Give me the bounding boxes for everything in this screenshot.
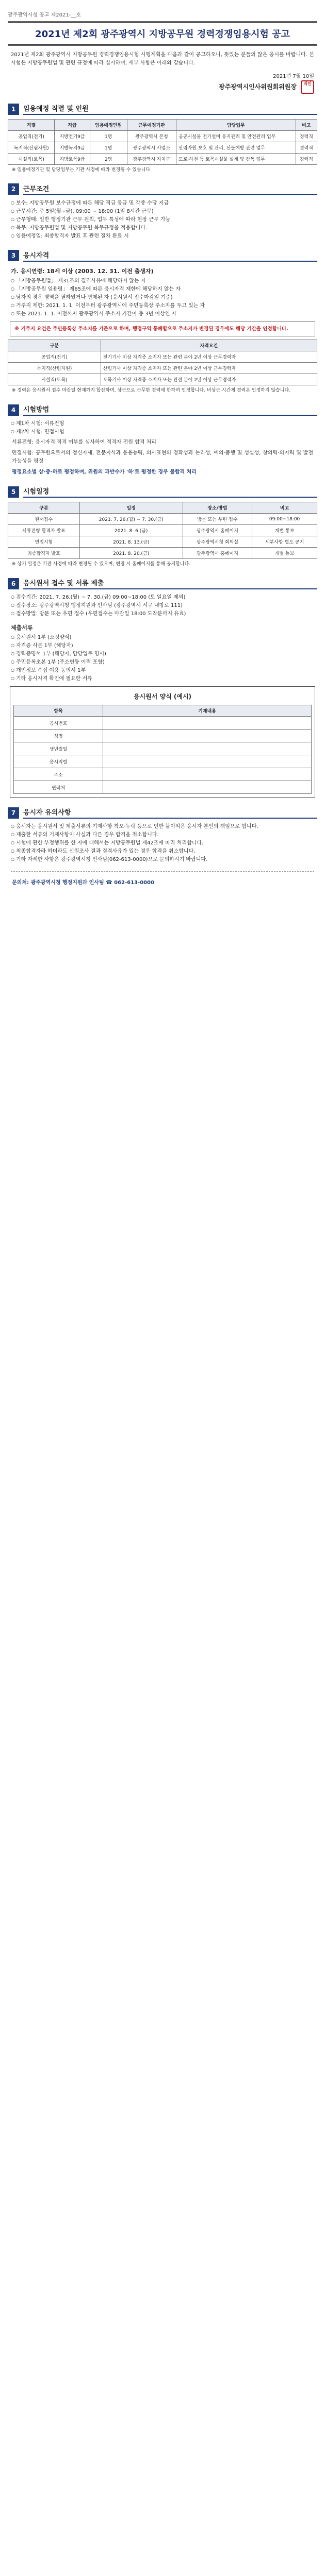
form-label: 응시번호 bbox=[14, 717, 103, 730]
notice-number: 광주광역시청 공고 제2021-__호 bbox=[8, 12, 82, 18]
table-row bbox=[8, 374, 317, 385]
recruit-note: ※ 임용예정기관 및 담당업무는 기관 사정에 따라 변경될 수 있습니다. bbox=[12, 167, 152, 173]
list-item: ○ 접수기간: 2021. 7. 26.(월) ~ 7. 30.(금) 09:00~18:00 (토·일요일 제외) bbox=[11, 594, 314, 602]
docs-list bbox=[11, 634, 314, 683]
list-item: ○ 「지방공무원 임용령」 제65조에 따른 응시자격 제한에 해당하지 않는 자 bbox=[11, 285, 314, 294]
table-row bbox=[14, 717, 312, 730]
table-row bbox=[8, 142, 317, 154]
section-number: 7 bbox=[8, 807, 19, 819]
list-item: ○ 제2차 시험: 면접시험 bbox=[11, 428, 314, 436]
table-cell: 도로·하천 등 토목시설물 설계 및 감독 업무 bbox=[176, 154, 296, 165]
list-item: ○ 접수장소: 광주광역시청 행정지원과 인사팀 (광주광역시 서구 내방로 111) bbox=[11, 602, 314, 610]
table-cell: 방문 또는 우편 접수 bbox=[183, 514, 252, 525]
list-item: ○ 「지방공무원법」 제31조의 결격사유에 해당하지 않는 자 bbox=[11, 277, 314, 285]
section-recruit bbox=[8, 103, 317, 115]
page bbox=[8, 0, 317, 910]
section-application bbox=[8, 578, 317, 589]
table-cell: 공공시설물 전기설비 유지관리 및 안전관리 업무 bbox=[176, 131, 296, 142]
table-cell: 09:00~18:00 bbox=[252, 514, 317, 525]
form-value bbox=[103, 781, 312, 794]
residence-warning: ※ 거주지 요건은 주민등록상 주소지를 기준으로 하며, 행정구역 통폐합으로 주소지가 변경된 경우에도 해당 기간을 인정합니다. bbox=[10, 321, 315, 336]
table-cell: 1명 bbox=[90, 131, 127, 142]
table-cell: 녹지직(산림자원) bbox=[8, 142, 55, 154]
table-row bbox=[14, 768, 312, 781]
section-number: 5 bbox=[8, 486, 19, 498]
table-row bbox=[14, 781, 312, 794]
issuing-org bbox=[11, 80, 314, 94]
list-item: ○ 응시자는 응시원서 및 제출서류의 기재사항 착오·누락 등으로 인한 불이익은 응시자 본인의 책임으로 합니다. bbox=[11, 823, 314, 831]
list-item: ○ 응시원서 1부 (소정양식) bbox=[11, 634, 314, 642]
form-label: 연락처 bbox=[14, 781, 103, 794]
section-title: 근무조건 bbox=[23, 183, 317, 195]
table-cell: 2021. 8. 20.(금) bbox=[79, 548, 183, 559]
list-item: ○ 제1차 시험: 서류전형 bbox=[11, 420, 314, 428]
table-header: 담당업무 bbox=[176, 120, 296, 131]
table-header: 비고 bbox=[252, 502, 317, 514]
form-value bbox=[103, 717, 312, 730]
list-item: ○ 임용예정일: 최종합격자 발표 후 관련 절차 완료 시 bbox=[11, 232, 314, 241]
table-cell: 토목기사 이상 자격증 소지자 또는 관련 분야 2년 이상 근무경력자 bbox=[101, 374, 317, 385]
form-label: 주소 bbox=[14, 768, 103, 781]
section-number: 3 bbox=[8, 250, 19, 261]
list-item: ○ 주민등록초본 1부 (주소변동 이력 포함) bbox=[11, 658, 314, 667]
table-header: 근무예정기관 bbox=[127, 120, 176, 131]
table-cell: 광주광역시 홈페이지 bbox=[183, 548, 252, 559]
form-label: 응시직렬 bbox=[14, 755, 103, 768]
section-number: 6 bbox=[8, 578, 19, 589]
qualification-list bbox=[11, 277, 314, 318]
table-row bbox=[8, 525, 317, 536]
table-cell: 전기기사 이상 자격증 소지자 또는 관련 분야 2년 이상 근무경력자 bbox=[101, 351, 317, 363]
table-cell: 원서접수 bbox=[8, 514, 80, 525]
table-row bbox=[8, 548, 317, 559]
section-exam-method bbox=[8, 404, 317, 416]
table-cell: 경력직 bbox=[296, 131, 317, 142]
section-number: 1 bbox=[8, 104, 19, 115]
recruit-table bbox=[8, 119, 317, 165]
table-cell: 지방전기9급 bbox=[55, 131, 90, 142]
list-item: ○ 개인정보 수집·이용 동의서 1부 bbox=[11, 667, 314, 675]
table-header: 직급 bbox=[55, 120, 90, 131]
list-item: ○ 자격증 사본 1부 (해당자) bbox=[11, 642, 314, 650]
section-title: 시험일정 bbox=[23, 486, 317, 498]
section-schedule bbox=[8, 486, 317, 498]
list-item: ○ 기타 응시자격 확인에 필요한 서류 bbox=[11, 675, 314, 683]
interview-desc: 면접시험: 공무원으로서의 정신자세, 전문지식과 응용능력, 의사표현의 정확성과 논리성, 예의·품행 및 성실성, 창의력·의지력 및 발전가능성을 평정 bbox=[12, 450, 313, 465]
table-cell: 개별 통보 bbox=[252, 525, 317, 536]
section-qualification bbox=[8, 250, 317, 262]
list-item: ○ 제출한 서류의 기재사항이 사실과 다른 경우 합격을 취소합니다. bbox=[11, 831, 314, 839]
table-cell: 개별 통보 bbox=[252, 548, 317, 559]
section-number: 2 bbox=[8, 183, 19, 195]
career-note: ※ 경력은 응시원서 접수 마감일 현재까지 합산하며, 상근으로 근무한 경력에 한하여 인정합니다. 비상근·시간제 경력은 인정하지 않습니다. bbox=[12, 388, 291, 394]
contact-info: 문의처: 광주광역시청 행정지원과 인사팀 ☎ 062-613-0000 bbox=[12, 880, 154, 886]
table-header: 자격요건 bbox=[101, 340, 317, 351]
form-value bbox=[103, 755, 312, 768]
table-header: 항목 bbox=[14, 705, 103, 717]
table-cell: 공업직(전기) bbox=[8, 131, 55, 142]
table-cell: 2명 bbox=[90, 154, 127, 165]
qualification-age: 가. 응시연령: 18세 이상 (2003. 12. 31. 이전 출생자) bbox=[11, 267, 154, 275]
grading-rule: 평정요소별 상·중·하로 평정하며, 위원의 과반수가 '하'로 평정한 경우 불합격 처리 bbox=[12, 469, 197, 475]
table-header: 임용예정인원 bbox=[90, 120, 127, 131]
section-work-conditions bbox=[8, 183, 317, 195]
table-cell: 광주광역시 홈페이지 bbox=[183, 525, 252, 536]
table-header: 장소/방법 bbox=[183, 502, 252, 514]
page-title: 2021년 제2회 광주광역시 지방공무원 경력경쟁임용시험 공고 bbox=[8, 21, 317, 46]
list-item: ○ 또는 2021. 1. 1. 이전까지 광주광역시 주소지 기간이 총 3년 이상인 자 bbox=[11, 310, 314, 318]
table-cell: 지방토목9급 bbox=[55, 154, 90, 165]
table-cell: 경력직 bbox=[296, 142, 317, 154]
form-table bbox=[13, 705, 312, 794]
table-cell: 2021. 8. 13.(금) bbox=[79, 536, 183, 548]
table-cell: 광주광역시 사업소 bbox=[127, 142, 176, 154]
table-cell: 광주광역시 본청 bbox=[127, 131, 176, 142]
work-conditions-list bbox=[11, 199, 314, 241]
table-cell: 면접시험 bbox=[8, 536, 80, 548]
section-title: 시험방법 bbox=[23, 404, 317, 416]
cautions-list bbox=[11, 823, 314, 864]
table-row bbox=[8, 351, 317, 363]
intro-text: 2021년 제2회 광주광역시 지방공무원 경력경쟁임용시험 시행계획을 다음과 같이 공고하오니, 뜻있는 분들의 많은 응시를 바랍니다. 본 시험은 지방공무원법 및 관련 규정에 따라 실시하며, 세부 사항은 아래와 같습니다. bbox=[11, 52, 314, 66]
table-header: 직렬 bbox=[8, 120, 55, 131]
table-cell: 2021. 7. 26.(월) ~ 7. 30.(금) bbox=[79, 514, 183, 525]
form-value bbox=[103, 730, 312, 742]
table-row bbox=[8, 154, 317, 165]
list-item: ○ 복무: 지방공무원법 및 지방공무원 복무규정을 적용합니다. bbox=[11, 224, 314, 232]
table-row bbox=[14, 730, 312, 742]
qualification-table bbox=[8, 340, 317, 385]
table-row bbox=[14, 755, 312, 768]
section-number: 4 bbox=[8, 404, 19, 416]
list-item: ○ 보수: 지방공무원 보수규정에 따른 해당 직급 봉급 및 각종 수당 지급 bbox=[11, 199, 314, 208]
section-cautions bbox=[8, 807, 317, 819]
table-cell: 시설직(토목) bbox=[8, 154, 55, 165]
list-item: ○ 남자의 경우 병역을 필하였거나 면제된 자 (응시원서 접수마감일 기준) bbox=[11, 294, 314, 302]
table-cell: 녹지직(산림자원) bbox=[8, 363, 101, 374]
official-seal: 직인 bbox=[301, 80, 314, 94]
section-title: 임용예정 직렬 및 인원 bbox=[23, 103, 317, 115]
table-header: 일정 bbox=[79, 502, 183, 514]
list-item: ○ 경력증명서 1부 (해당자, 담당업무 명시) bbox=[11, 650, 314, 658]
section-title: 응시원서 접수 및 서류 제출 bbox=[23, 578, 317, 589]
form-title: 응시원서 양식 (예시) bbox=[133, 693, 192, 700]
list-item: ○ 근무형태: 일반 행정기관 근무 원칙, 업무 특성에 따라 현장 근무 가능 bbox=[11, 216, 314, 224]
exam-stages-list bbox=[11, 420, 314, 436]
list-item: ○ 접수방법: 방문 또는 우편 접수 (우편접수는 마감일 18:00 도착분까지 유효) bbox=[11, 610, 314, 618]
form-label: 성명 bbox=[14, 730, 103, 742]
table-header: 구분 bbox=[8, 340, 101, 351]
table-header: 구분 bbox=[8, 502, 80, 514]
table-cell: 경력직 bbox=[296, 154, 317, 165]
schedule-note: ※ 상기 일정은 기관 사정에 따라 변경될 수 있으며, 변경 시 홈페이지를 통해 공지합니다. bbox=[12, 562, 191, 567]
table-header: 비고 bbox=[296, 120, 317, 131]
section-title: 응시자 유의사항 bbox=[23, 807, 317, 819]
section-title: 응시자격 bbox=[23, 250, 317, 262]
table-cell: 산림자원 보호 및 관리, 산불예방 관련 업무 bbox=[176, 142, 296, 154]
paper-screening: 서류전형: 응시자격 적격 여부를 심사하여 적격자 전원 합격 처리 bbox=[12, 439, 156, 446]
org-name: 광주광역시인사위원회위원장 bbox=[219, 83, 297, 91]
divider bbox=[11, 871, 314, 872]
form-value bbox=[103, 768, 312, 781]
table-cell: 산림기사 이상 자격증 소지자 또는 관련 분야 2년 이상 근무경력자 bbox=[101, 363, 317, 374]
list-item: ○ 기타 자세한 사항은 광주광역시청 인사팀(062-613-0000)으로 문의하시기 바랍니다. bbox=[11, 856, 314, 864]
table-cell: 세부사항 별도 공지 bbox=[252, 536, 317, 548]
table-cell: 공업직(전기) bbox=[8, 351, 101, 363]
form-label: 생년월일 bbox=[14, 742, 103, 755]
list-item: ○ 거주지 제한: 2021. 1. 1. 이전부터 광주광역시에 주민등록상 주소지를 두고 있는 자 bbox=[11, 302, 314, 310]
application-form bbox=[10, 686, 315, 798]
table-cell: 1명 bbox=[90, 142, 127, 154]
table-cell: 지방녹지9급 bbox=[55, 142, 90, 154]
form-value bbox=[103, 742, 312, 755]
list-item: ○ 최종합격자라 하더라도 신원조사 결과 결격사유가 있는 경우 합격을 취소합니다. bbox=[11, 848, 314, 856]
list-item: ○ 시험에 관한 부정행위를 한 자에 대해서는 지방공무원법 제42조에 따라 처리합니다. bbox=[11, 839, 314, 848]
table-row bbox=[8, 536, 317, 548]
table-cell: 최종합격자 발표 bbox=[8, 548, 80, 559]
table-cell: 서류전형 합격자 발표 bbox=[8, 525, 80, 536]
schedule-table bbox=[8, 502, 317, 559]
notice-date: 2021년 7월 10일 bbox=[273, 74, 314, 79]
table-row bbox=[8, 363, 317, 374]
docs-title: 제출서류 bbox=[11, 624, 33, 631]
table-header: 기재내용 bbox=[103, 705, 312, 717]
table-row bbox=[8, 131, 317, 142]
table-cell: 시설직(토목) bbox=[8, 374, 101, 385]
table-row bbox=[14, 742, 312, 755]
list-item: ○ 근무시간: 주 5일(월~금), 09:00 ~ 18:00 (1일 8시간 근무) bbox=[11, 208, 314, 216]
table-row bbox=[8, 514, 317, 525]
application-info-list bbox=[11, 594, 314, 618]
table-cell: 광주광역시청 회의실 bbox=[183, 536, 252, 548]
table-cell: 광주광역시 자치구 bbox=[127, 154, 176, 165]
table-cell: 2021. 8. 6.(금) bbox=[79, 525, 183, 536]
